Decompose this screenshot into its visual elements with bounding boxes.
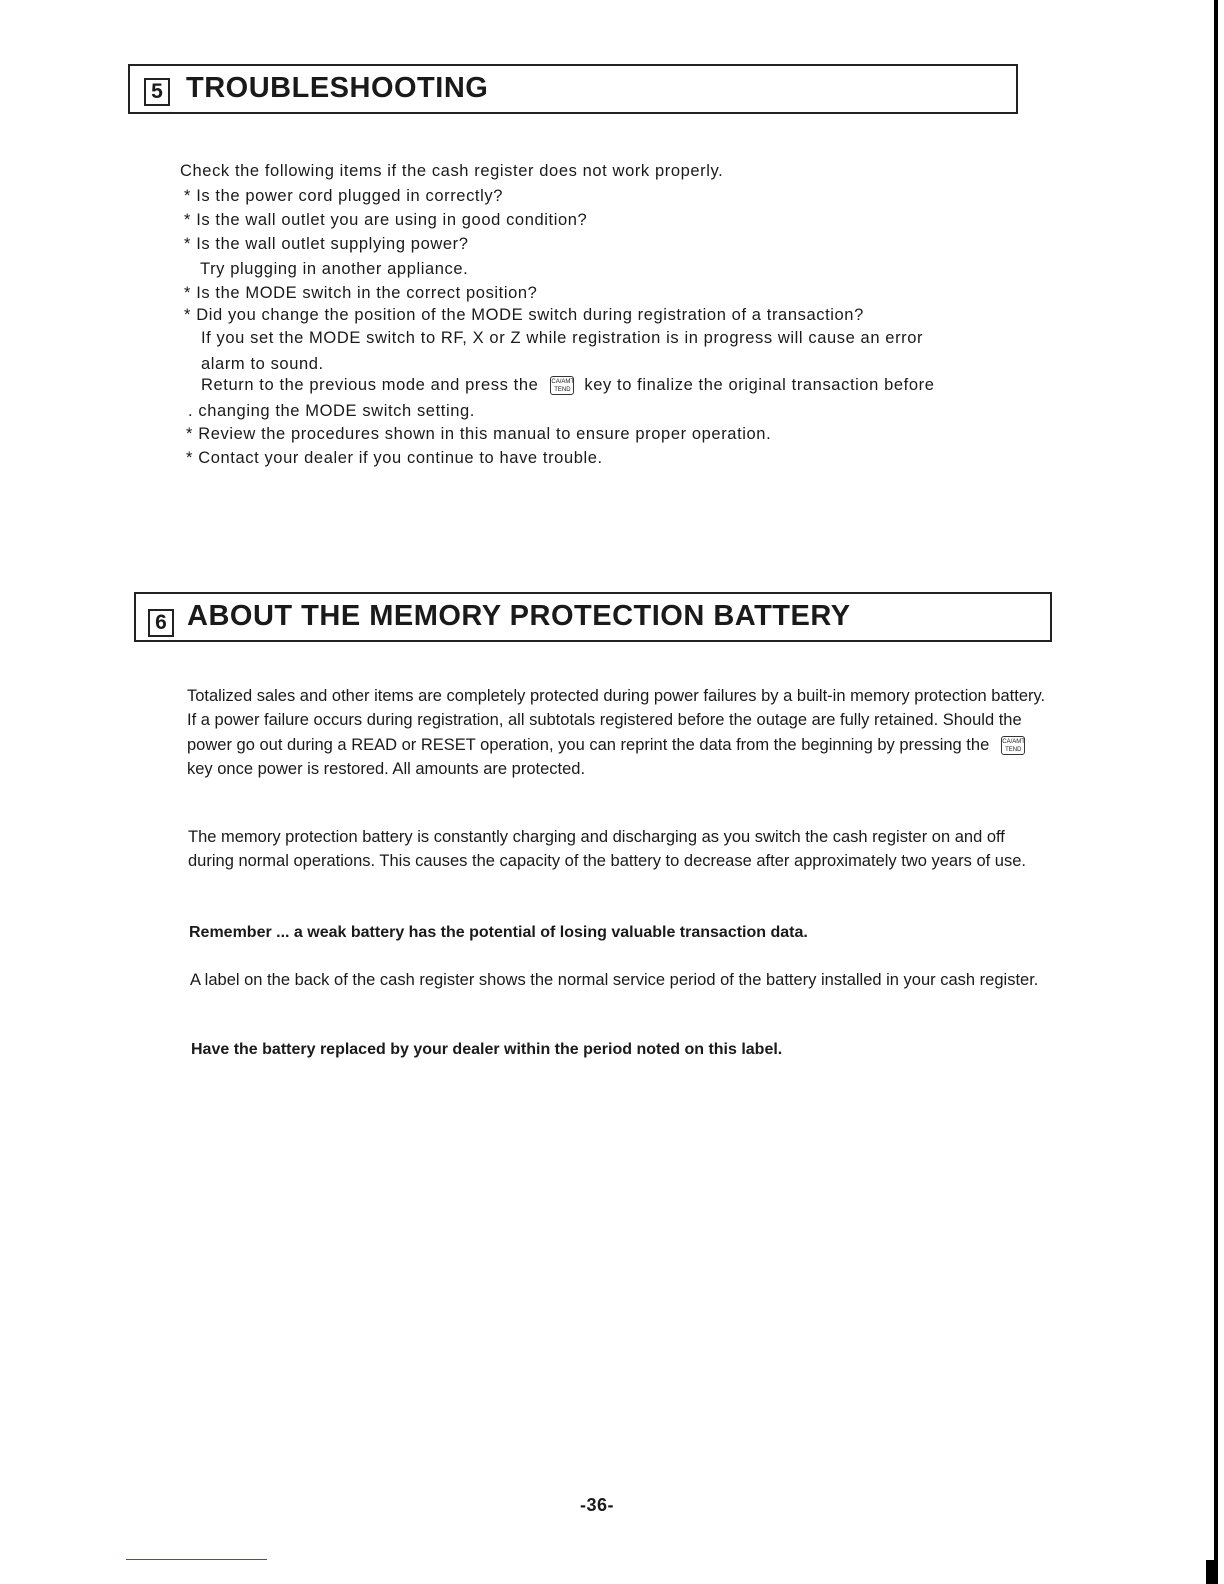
section-6-title: ABOUT THE MEMORY PROTECTION BATTERY: [187, 600, 851, 632]
mode-note-line-2: alarm to sound.: [201, 355, 324, 373]
page-edge-mark: [1206, 1560, 1214, 1584]
bullet-mode-position: * Is the MODE switch in the correct position?: [184, 284, 538, 302]
return-previous-mode-line: [201, 376, 935, 395]
battery-paragraph-2: The memory protection battery is constantly charging and discharging as you switch the cash register on and off during normal operations. This causes the capacity of the battery to decrease after approximately two years of use.: [188, 828, 1026, 871]
section-5-number: 5: [144, 78, 170, 106]
bullet-contact-dealer: * Contact your dealer if you continue to have trouble.: [186, 449, 603, 467]
battery-paragraph-1: [187, 684, 1053, 781]
battery-label-paragraph: A label on the back of the cash register shows the normal service period of the battery installed in your cash register.: [190, 971, 1039, 989]
battery-paragraph-1-end: key once power is restored. All amounts are protected.: [187, 759, 586, 778]
battery-paragraph-1-text: Totalized sales and other items are completely protected during power failures by a built-in memory protection battery. If a power failure occurs during registration, all subtotals registered before the outage are fully retained. Should the power go out during a READ or RESET operation, you can reprint the data from the beginning by pressing the: [187, 687, 1046, 754]
bullet-wall-outlet-condition: * Is the wall outlet you are using in good condition?: [184, 211, 588, 229]
bullet-review-procedures: * Review the procedures shown in this manual to ensure proper operation.: [186, 425, 772, 443]
return-text-after: key to finalize the original transaction before: [584, 376, 935, 394]
remember-warning: Remember ... a weak battery has the potential of losing valuable transaction data.: [189, 924, 808, 941]
try-plugging-note: Try plugging in another appliance.: [200, 260, 469, 278]
troubleshooting-intro: Check the following items if the cash register does not work properly.: [180, 162, 724, 180]
bullet-mode-change: * Did you change the position of the MODE switch during registration of a transaction?: [184, 306, 864, 324]
ca-amt-tend-key-icon: CA/AMT TEND: [1001, 736, 1025, 755]
page-edge-line: [1214, 0, 1218, 1584]
bullet-wall-outlet-power: * Is the wall outlet supplying power?: [184, 235, 469, 253]
footer-rule: [126, 1559, 267, 1560]
page-number: -36-: [580, 1495, 615, 1515]
section-6-number: 6: [148, 609, 174, 637]
ca-amt-tend-key-icon: CA/AMT TEND: [550, 376, 574, 395]
mode-note-line-1: If you set the MODE switch to RF, X or Z while registration is in progress will cause an error: [201, 329, 924, 347]
bullet-power-cord: * Is the power cord plugged in correctly?: [184, 187, 504, 205]
return-text-before: Return to the previous mode and press the: [201, 376, 539, 394]
section-5-title: TROUBLESHOOTING: [186, 72, 489, 104]
replace-battery-instruction: Have the battery replaced by your dealer within the period noted on this label.: [191, 1041, 783, 1058]
return-previous-mode-continuation: . changing the MODE switch setting.: [188, 402, 475, 420]
